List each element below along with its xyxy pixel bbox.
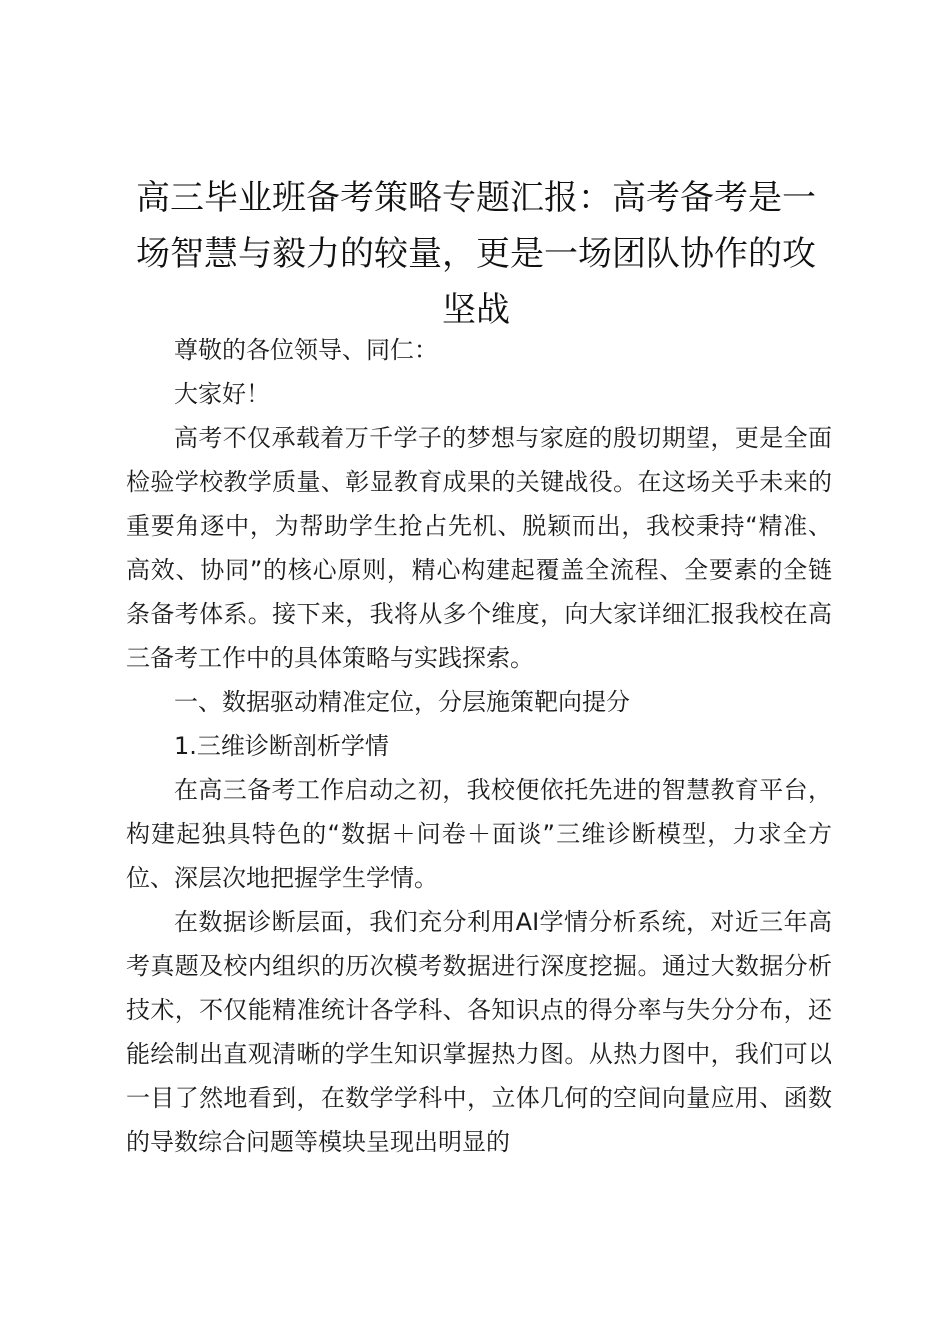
salutation: 尊敬的各位领导、同仁： <box>174 336 438 364</box>
body-paragraph: 在数据诊断层面，我们充分利用AI学情分析系统，对近三年高考真题及校内组织的历次模考数据进行深度挖掘。通过大数据分析技术，不仅能精准统计各学科、各知识点的得分率与失分分布，还能绘制出直观清晰的学生知识掌握热力图。从热力图中，我们可以一目了然地看到，在数学学科中，立体几何的空间向量应用、函数的导数综合问题等模块呈现出明显的 <box>126 908 832 1156</box>
body-paragraph: 在高三备考工作启动之初，我校便依托先进的智慧教育平台，构建起独具特色的“数据＋问卷＋面谈”三维诊断模型，力求全方位、深层次地把握学生学情。 <box>126 776 832 892</box>
subsection-heading: 1.三维诊断剖析学情 <box>174 732 389 760</box>
section-heading: 一、数据驱动精准定位，分层施策靶向提分 <box>174 688 630 716</box>
document-body <box>126 328 832 1164</box>
intro-paragraph: 高考不仅承载着万千学子的梦想与家庭的殷切期望，更是全面检验学校教学质量、彰显教育成果的关键战役。在这场关乎未来的重要角逐中，为帮助学生抢占先机、脱颖而出，我校秉持“精准、高效、协同”的核心原则，精心构建起覆盖全流程、全要素的全链条备考体系。接下来，我将从多个维度，向大家详细汇报我校在高三备考工作中的具体策略与实践探索。 <box>126 424 832 672</box>
greeting: 大家好！ <box>174 380 270 408</box>
document-title: 高三毕业班备考策略专题汇报：高考备考是一场智慧与毅力的较量，更是一场团队协作的攻坚战 <box>136 178 816 330</box>
